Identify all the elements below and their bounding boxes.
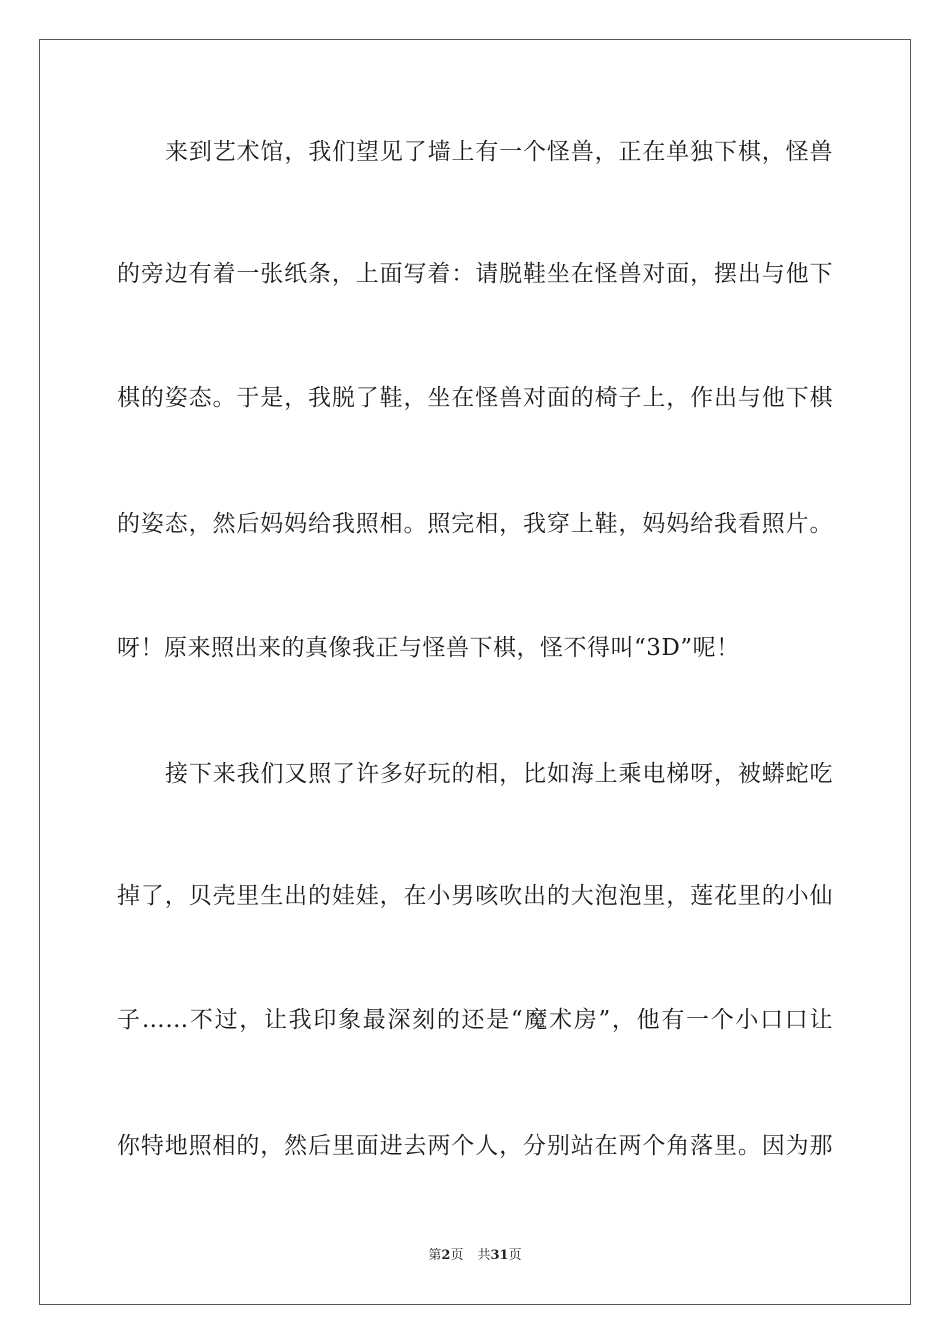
paragraph-1-line-5: 呀！原来照出来的真像我正与怪兽下棋，怪不得叫“3D”呢！ [117, 635, 740, 661]
paragraph-1-line-2: 的旁边有着一张纸条，上面写着：请脱鞋坐在怪兽对面，摆出与他下 [117, 261, 833, 287]
paragraph-2-line-3: 子……不过，让我印象最深刻的还是“魔术房”，他有一个小口口让 [117, 1007, 833, 1033]
paragraph-2-line-2: 掉了，贝壳里生出的娃娃，在小男咳吹出的大泡泡里，莲花里的小仙 [117, 883, 833, 909]
total-prefix: 共 [477, 1248, 491, 1263]
page-suffix: 页 [450, 1248, 464, 1263]
paragraph-1-line-4: 的姿态，然后妈妈给我照相。照完相，我穿上鞋，妈妈给我看照片。 [117, 511, 833, 537]
paragraph-2-line-4: 你特地照相的，然后里面进去两个人，分别站在两个角落里。因为那 [117, 1133, 833, 1159]
page-footer [0, 1247, 950, 1265]
page-border [39, 39, 911, 1305]
page-number: 2 [441, 1248, 451, 1263]
total-pages: 31 [490, 1248, 509, 1263]
page-prefix: 第 [428, 1248, 442, 1263]
paragraph-2-line-1: 接下来我们又照了许多好玩的相，比如海上乘电梯呀，被蟒蛇吃 [165, 761, 833, 787]
paragraph-1-line-1: 来到艺术馆，我们望见了墙上有一个怪兽，正在单独下棋，怪兽 [165, 139, 833, 165]
paragraph-1-line-3: 棋的姿态。于是，我脱了鞋，坐在怪兽对面的椅子上，作出与他下棋 [117, 385, 833, 411]
total-suffix: 页 [508, 1248, 522, 1263]
